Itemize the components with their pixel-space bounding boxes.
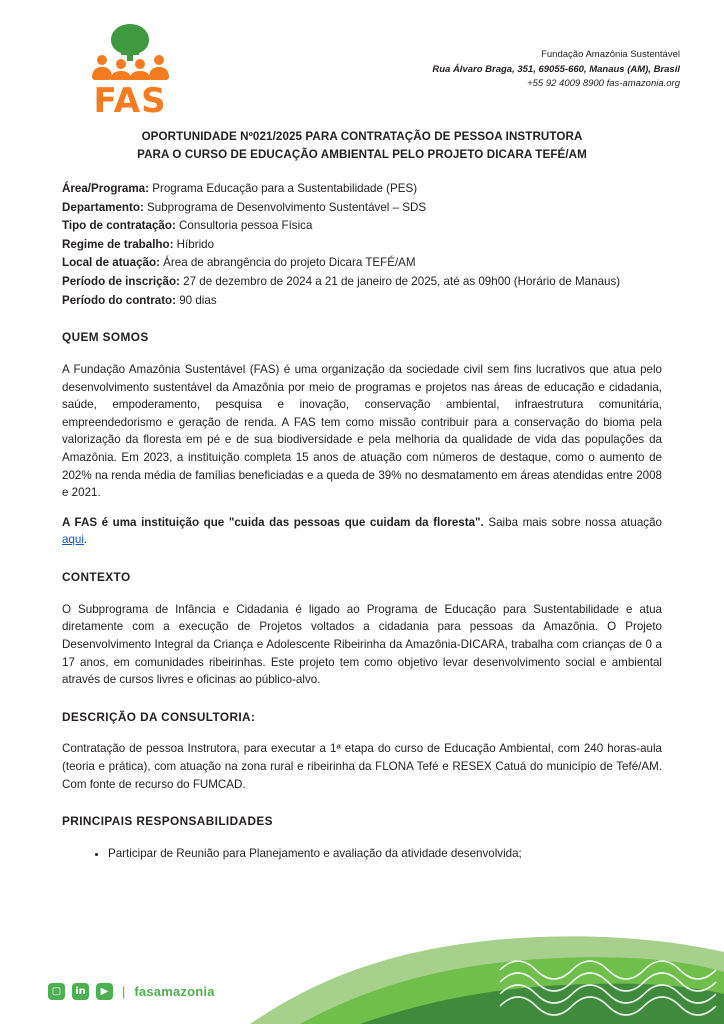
metadata-value: Área de abrangência do projeto Dicara TEFÉ/AM [159,256,416,270]
document-header [0,0,724,120]
metadata-list [62,180,662,309]
tree-people-logo-icon [70,22,190,82]
metadata-label: Período de inscrição: [62,274,180,288]
linkedin-icon[interactable]: in [72,983,89,1000]
list-item: • Participar de Reunião para Planejamento e avaliação da atividade desenvolvida; [108,845,662,862]
metadata-row [62,217,662,235]
metadata-value: Híbrido [173,237,215,251]
social-separator: | [122,984,126,999]
metadata-label: Local de atuação: [62,256,160,270]
contact-phone: +55 92 4009 8900 fas-amazonia.org [527,78,680,90]
paragraph-descricao: Contratação de pessoa Instrutora, para executar a 1ª etapa do curso de Educação Ambiental, com 240 horas-aula (teoria e prática), com atuação na zona rural e ribeirinha da FLONA Tefé e RESEX Catuá do município de Tefé/AM. Com fonte de recurso do FUMCAD. [62,742,662,791]
metadata-row [62,180,662,198]
document-footer [0,916,724,1024]
highlight-tail: Saiba mais sobre nossa atuação [483,515,662,529]
paragraph-quem-somos: A Fundação Amazônia Sustentável (FAS) é uma organização da sociedade civil sem fins lucrativos que atua pelo desenvolvimento sustentável da Amazônia por meio de programas e projetos nas áreas de educação e cidadania, saúde, empoderamento, pesquisa e inovação, conservação ambiental, infraestrutura comunitária, empreendedorismo e geração de renda. A FAS tem como missão contribuir para a conservação do bioma pela valorização da floresta em pé e de sua biodiversidade e pela melhoria da qualidade de vida das populações da Amazônia. Em 2023, a instituição completa 15 anos de atuação com números de destaque, como o aumento de 202% na renda média de famílias beneficiadas e a queda de 39% no desmatamento em áreas atendidas entre 2008 e 2021. [62,362,662,500]
metadata-value: Consultoria pessoa Física [175,219,313,233]
fas-logo-text: FAS [93,81,167,121]
saiba-mais-link[interactable]: aqui [62,533,84,547]
metadata-label: Período do contrato: [62,293,177,307]
metadata-row [62,199,662,217]
youtube-icon[interactable]: ▶ [96,983,113,1000]
section-heading-contexto: CONTEXTO [62,569,131,584]
document-title-line2: PARA O CURSO DE EDUCAÇÃO AMBIENTAL PELO PROJETO DICARA TEFÉ/AM [137,147,587,161]
metadata-label: Área/Programa: [62,181,149,195]
highlight-text: A FAS é uma instituição que "cuida das pessoas que cuidam da floresta". [62,515,484,529]
document-title [62,128,662,164]
metadata-value: Subprograma de Desenvolvimento Sustentável – SDS [143,200,427,214]
metadata-label: Regime de trabalho: [62,237,174,251]
metadata-row [62,292,662,310]
footer-graphic [0,916,724,1024]
metadata-row [62,273,662,291]
metadata-value: 27 de dezembro de 2024 a 21 de janeiro de 2025, até as 09h00 (Horário de Manaus) [179,274,621,288]
metadata-row [62,236,662,254]
social-handle: fasamazonia [134,984,215,999]
fas-logo [60,22,200,121]
contact-organization: Fundação Amazônia Sustentável [541,49,680,60]
metadata-label: Departamento: [62,200,144,214]
metadata-value: 90 dias [176,293,217,307]
document-title-line1: OPORTUNIDADE Nº021/2025 PARA CONTRATAÇÃO DE PESSOA INSTRUTORA [141,130,583,143]
metadata-row [62,254,662,272]
section-heading-descricao: DESCRIÇÃO DA CONSULTORIA: [62,709,256,724]
link-tail: . [83,533,88,547]
section-heading-quem-somos: QUEM SOMOS [62,330,149,345]
social-links [48,983,215,1000]
document-body [0,180,724,862]
paragraph-contexto: O Subprograma de Infância e Cidadania é ligado ao Programa de Educação para Sustentabilidade e atua diretamente com a execução de Projetos voltados a cidadania para pessoas da Amazônia. O Projeto Desenvolvimento Integral da Criança e Adolescente Ribeirinha da Amazônia-DICARA, trabalha com crianças de 0 a 17 anos, em comunidades ribeirinhas. Este projeto tem como objetivo levar desenvolvimento social e ambiental através de cursos livres e oficinas ao público-alvo. [62,602,662,687]
contact-info [432,48,680,92]
paragraph-quem-somos-highlight [62,514,662,549]
responsibilities-list [62,845,662,862]
section-heading-responsabilidades: PRINCIPAIS RESPONSABILIDADES [62,814,273,829]
contact-address: Rua Álvaro Braga, 351, 69055-660, Manaus (AM), Brasil [432,63,680,75]
instagram-icon[interactable]: ▢ [48,983,65,1000]
metadata-label: Tipo de contratação: [62,219,176,233]
metadata-value: Programa Educação para a Sustentabilidade (PES) [149,181,418,195]
